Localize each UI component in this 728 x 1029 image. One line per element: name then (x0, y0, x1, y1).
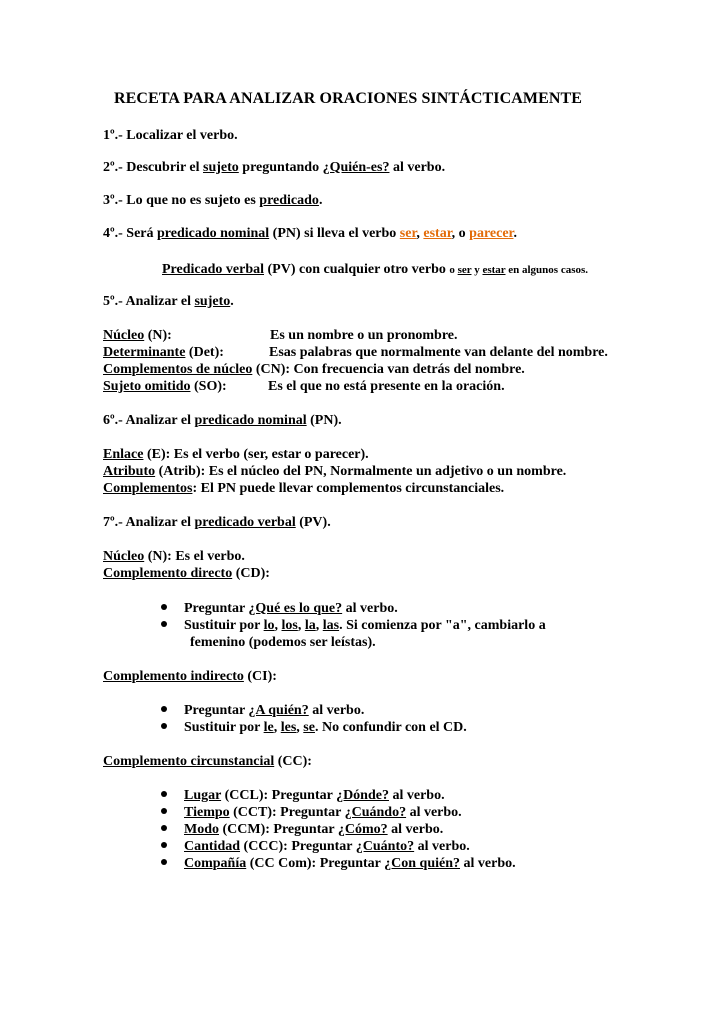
highlighted-verb: ser (399, 226, 417, 241)
step-1 (103, 127, 238, 144)
bullet-icon (161, 808, 167, 814)
highlighted-verb: estar (423, 226, 452, 241)
bullet-icon (161, 723, 167, 729)
row-text: (SO): (190, 379, 227, 394)
row-text: (CN): Con frecuencia van detrás del nombre. (252, 362, 525, 377)
underlined-term: Núcleo (103, 328, 145, 343)
underlined-term: Modo (184, 822, 219, 837)
sujeto-row-omitido (103, 378, 227, 395)
item-text: , (296, 720, 304, 735)
underlined-term: Sujeto omitido (103, 379, 191, 394)
question-term: ¿Con quién? (384, 856, 460, 871)
item-text: al verbo. (414, 839, 470, 854)
step-text: , (416, 226, 424, 241)
step-text: 6º.- Analizar el (103, 413, 195, 428)
question-term: ¿Cuándo? (344, 805, 407, 820)
step-text: 4º.- Será (103, 226, 157, 241)
sujeto-row-omitido-desc: Es el que no está presente en la oración. (268, 379, 505, 394)
item-text: al verbo. (406, 805, 462, 820)
step-text: . (318, 193, 323, 208)
list-item (161, 804, 462, 821)
list-item (161, 600, 398, 617)
underlined-term: Tiempo (184, 805, 230, 820)
step-text: , o (451, 226, 470, 241)
step-text: . (513, 226, 517, 241)
underlined-term: Complemento indirecto (103, 669, 244, 684)
underlined-term: Complementos (103, 481, 193, 496)
pronoun-term: los (281, 618, 298, 633)
underlined-term: predicado nominal (157, 226, 270, 241)
item-text: al verbo. (388, 788, 445, 803)
item-text: , (273, 720, 281, 735)
item-text: (CCM): Preguntar (219, 822, 338, 837)
underlined-term: Atributo (103, 464, 156, 479)
list-item (161, 821, 443, 838)
question-term: ¿Cuánto? (355, 839, 415, 854)
row-text: (CD): (232, 566, 270, 581)
item-text: Sustituir por (184, 618, 264, 633)
small-underlined-term: estar (482, 264, 506, 276)
bullet-icon (161, 825, 167, 831)
sujeto-row-determinante (103, 344, 224, 361)
underlined-term: Complemento circunstancial (103, 754, 275, 769)
item-text: . No confundir con el CD. (314, 720, 467, 735)
list-item (161, 617, 546, 634)
item-text: al verbo. (387, 822, 444, 837)
list-item (161, 719, 467, 736)
small-underlined-term: ser (457, 264, 472, 276)
step-text: (PV). (295, 515, 331, 530)
step-text: 2º.- Descubrir el (103, 160, 204, 175)
underlined-term: Lugar (184, 788, 222, 803)
list-item (161, 787, 445, 804)
bullet-icon (161, 706, 167, 712)
step-text: (PV) con cualquier otro verbo (264, 262, 450, 277)
step-2 (103, 159, 445, 176)
cd-heading (103, 565, 270, 582)
underlined-term: Predicado verbal (162, 262, 265, 277)
question-term: ¿Quién-es? (322, 160, 390, 175)
sujeto-row-determinante-desc: Esas palabras que normalmente van delante del nombre. (269, 345, 608, 360)
pronoun-term: las (322, 618, 340, 633)
bullet-icon (161, 621, 167, 627)
document-title: RECETA PARA ANALIZAR ORACIONES SINTÁCTICAMENTE (114, 90, 583, 107)
pronoun-term: les (280, 720, 297, 735)
item-text: (CCT): Preguntar (229, 805, 345, 820)
step-3 (103, 192, 322, 209)
small-text: en algunos casos. (505, 264, 589, 276)
item-text: al verbo. (460, 856, 516, 871)
step-text: 7º.- Analizar el (103, 515, 195, 530)
underlined-term: predicado verbal (194, 515, 296, 530)
sujeto-row-nucleo (103, 327, 172, 344)
underlined-term: predicado nominal (194, 413, 307, 428)
step-text: 5º.- Analizar el (103, 294, 195, 309)
step-1-text: 1º.- Localizar el verbo. (103, 128, 238, 143)
item-text: , (315, 618, 323, 633)
underlined-term: Determinante (103, 345, 186, 360)
item-text: Preguntar (184, 601, 249, 616)
bullet-icon (161, 842, 167, 848)
row-text: (E): Es el verbo (ser, estar o parecer). (143, 447, 369, 462)
underlined-term: Enlace (103, 447, 144, 462)
question-term: ¿Cómo? (337, 822, 388, 837)
step-text: preguntando (238, 160, 323, 175)
list-item (161, 838, 470, 855)
ci-heading (103, 668, 277, 685)
underlined-term: Complemento directo (103, 566, 233, 581)
bullet-icon (161, 604, 167, 610)
step-text: al verbo. (389, 160, 446, 175)
pn-row-enlace (103, 446, 369, 463)
pv-row-nucleo (103, 548, 245, 565)
item-text: (CCC): Preguntar (240, 839, 356, 854)
pronoun-term: la (304, 618, 316, 633)
pn-row-complementos (103, 480, 504, 497)
underlined-term: Complementos de núcleo (103, 362, 253, 377)
step-text: (PN) si lleva el verbo (269, 226, 400, 241)
question-term: ¿Dónde? (336, 788, 389, 803)
row-text: (CI): (243, 669, 277, 684)
underlined-term: sujeto (194, 294, 231, 309)
sujeto-row-nucleo-desc: Es un nombre o un pronombre. (270, 328, 458, 343)
item-text: . Si comienza por "a", cambiarlo a (339, 618, 546, 633)
small-text: o (449, 264, 458, 276)
step-4 (103, 225, 517, 242)
row-text: (CC): (274, 754, 312, 769)
cc-heading (103, 753, 312, 770)
item-text: , (297, 618, 305, 633)
list-item-continuation: femenino (podemos ser leístas). (190, 635, 376, 650)
bullet-icon (161, 859, 167, 865)
step-text: (PN). (306, 413, 342, 428)
item-text: al verbo. (342, 601, 398, 616)
sujeto-row-cn (103, 361, 525, 378)
row-text: (N): Es el verbo. (144, 549, 245, 564)
row-text: (Atrib): Es el núcleo del PN, Normalmente un adjetivo o un nombre. (155, 464, 567, 479)
pronoun-term: lo (263, 618, 275, 633)
question-term: ¿A quién? (248, 703, 309, 718)
item-text: (CC Com): Preguntar (246, 856, 385, 871)
item-text: Preguntar (184, 703, 249, 718)
item-text: , (274, 618, 282, 633)
row-text: (N): (144, 328, 172, 343)
step-5 (103, 293, 234, 310)
pronoun-term: le (263, 720, 274, 735)
list-item (161, 702, 364, 719)
row-text: (Det): (185, 345, 224, 360)
underlined-term: predicado (259, 193, 319, 208)
item-text: (CCL): Preguntar (221, 788, 337, 803)
item-text: Sustituir por (184, 720, 264, 735)
row-text: : El PN puede llevar complementos circunstanciales. (192, 481, 505, 496)
step-text: 3º.- Lo que no es sujeto es (103, 193, 260, 208)
step-4-continuation (162, 261, 588, 279)
step-text: . (230, 294, 234, 309)
highlighted-verb: parecer (469, 226, 514, 241)
underlined-term: Cantidad (184, 839, 241, 854)
pn-row-atributo (103, 463, 566, 480)
question-term: ¿Qué es lo que? (248, 601, 343, 616)
item-text: al verbo. (308, 703, 365, 718)
step-6 (103, 412, 342, 429)
pronoun-term: se (303, 720, 315, 735)
bullet-icon (161, 791, 167, 797)
underlined-term: sujeto (203, 160, 239, 175)
underlined-term: Compañía (184, 856, 247, 871)
list-item (161, 855, 516, 872)
underlined-term: Núcleo (103, 549, 145, 564)
step-7 (103, 514, 331, 531)
small-text: y (471, 264, 483, 276)
